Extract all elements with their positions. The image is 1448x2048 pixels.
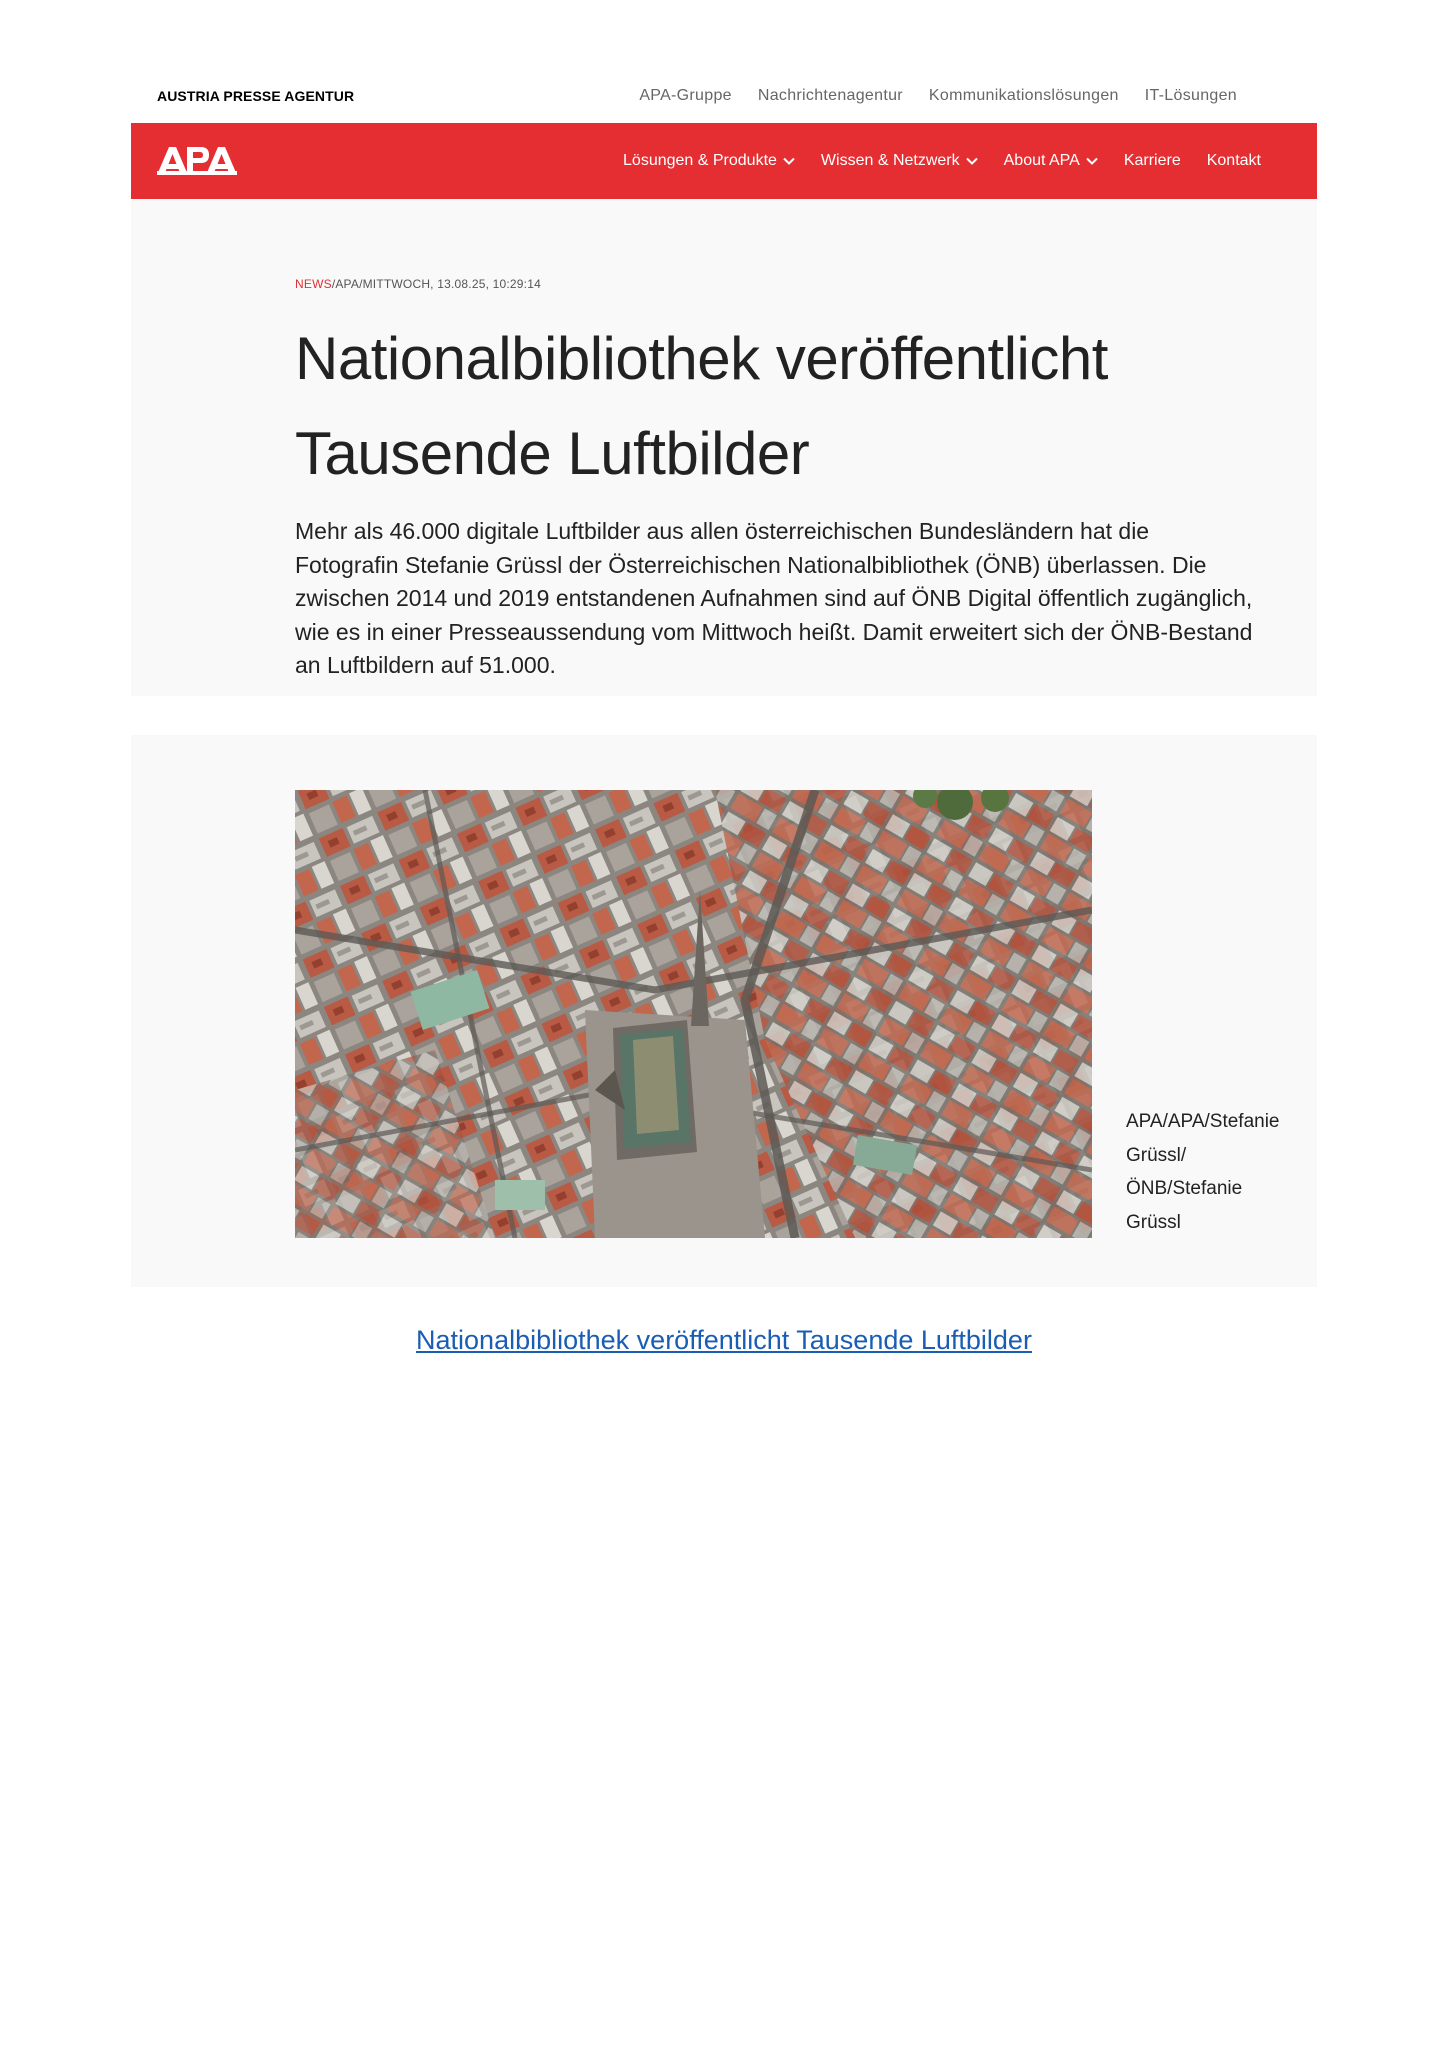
chevron-down-icon xyxy=(1086,157,1098,165)
image-credit: APA/APA/Stefanie Grüssl/ ÖNB/Stefanie Grüssl xyxy=(1126,1111,1280,1233)
article-title: Nationalbibliothek veröffentlicht Tausende Luftbilder xyxy=(295,325,1108,487)
main-nav xyxy=(623,152,1261,170)
nav-label: Wissen & Netzwerk xyxy=(820,152,960,169)
brand-text: AUSTRIA PRESSE AGENTUR xyxy=(157,88,355,104)
group-nav-kommunikationsloesungen[interactable]: Kommunikationslösungen xyxy=(928,87,1119,104)
article-header xyxy=(131,199,1317,696)
nav-label: Karriere xyxy=(1123,152,1181,169)
article-category[interactable]: NEWS xyxy=(295,277,332,291)
article-dateline: /APA/MITTWOCH, 13.08.25, 10:29:14 xyxy=(331,277,541,291)
article-media xyxy=(131,735,1317,1287)
article-meta xyxy=(295,277,541,291)
nav-label: Kontakt xyxy=(1206,152,1261,169)
aerial-photo xyxy=(295,790,1092,1238)
nav-kontakt[interactable] xyxy=(1207,152,1261,170)
group-nav-it-loesungen[interactable]: IT-Lösungen xyxy=(1144,87,1237,104)
article-lead: Mehr als 46.000 digitale Luftbilder aus allen österreichischen Bundesländern hat die Fotografin Stefanie Grüssl der Österreichischen Nationalbibliothek (ÖNB) überlassen. Die zwischen 2014 und 2019 entstandenen Aufnahmen sind auf ÖNB Digital öffentlich zugänglich, wie es in einer Presseaussendung vom Mittwoch heißt. Damit erweitert sich der ÖNB-Bestand an Luftbildern auf 51.000. xyxy=(295,518,1253,678)
nav-wissen-netzwerk[interactable] xyxy=(821,152,978,170)
group-nav-nachrichtenagentur[interactable]: Nachrichtenagentur xyxy=(757,87,903,104)
nav-loesungen-produkte[interactable] xyxy=(623,152,795,170)
nav-karriere[interactable] xyxy=(1124,152,1181,170)
top-bar xyxy=(131,76,1317,116)
chevron-down-icon xyxy=(966,157,978,165)
apa-logo[interactable] xyxy=(157,144,237,178)
source-link[interactable]: Nationalbibliothek veröffentlicht Tausende Luftbilder xyxy=(416,1325,1032,1355)
chevron-down-icon xyxy=(783,157,795,165)
nav-about-apa[interactable] xyxy=(1004,152,1098,170)
group-nav xyxy=(639,87,1317,105)
nav-label: About APA xyxy=(1003,152,1080,169)
group-nav-apa-gruppe[interactable]: APA-Gruppe xyxy=(639,87,732,104)
nav-label: Lösungen & Produkte xyxy=(623,152,777,169)
main-header xyxy=(131,123,1317,199)
